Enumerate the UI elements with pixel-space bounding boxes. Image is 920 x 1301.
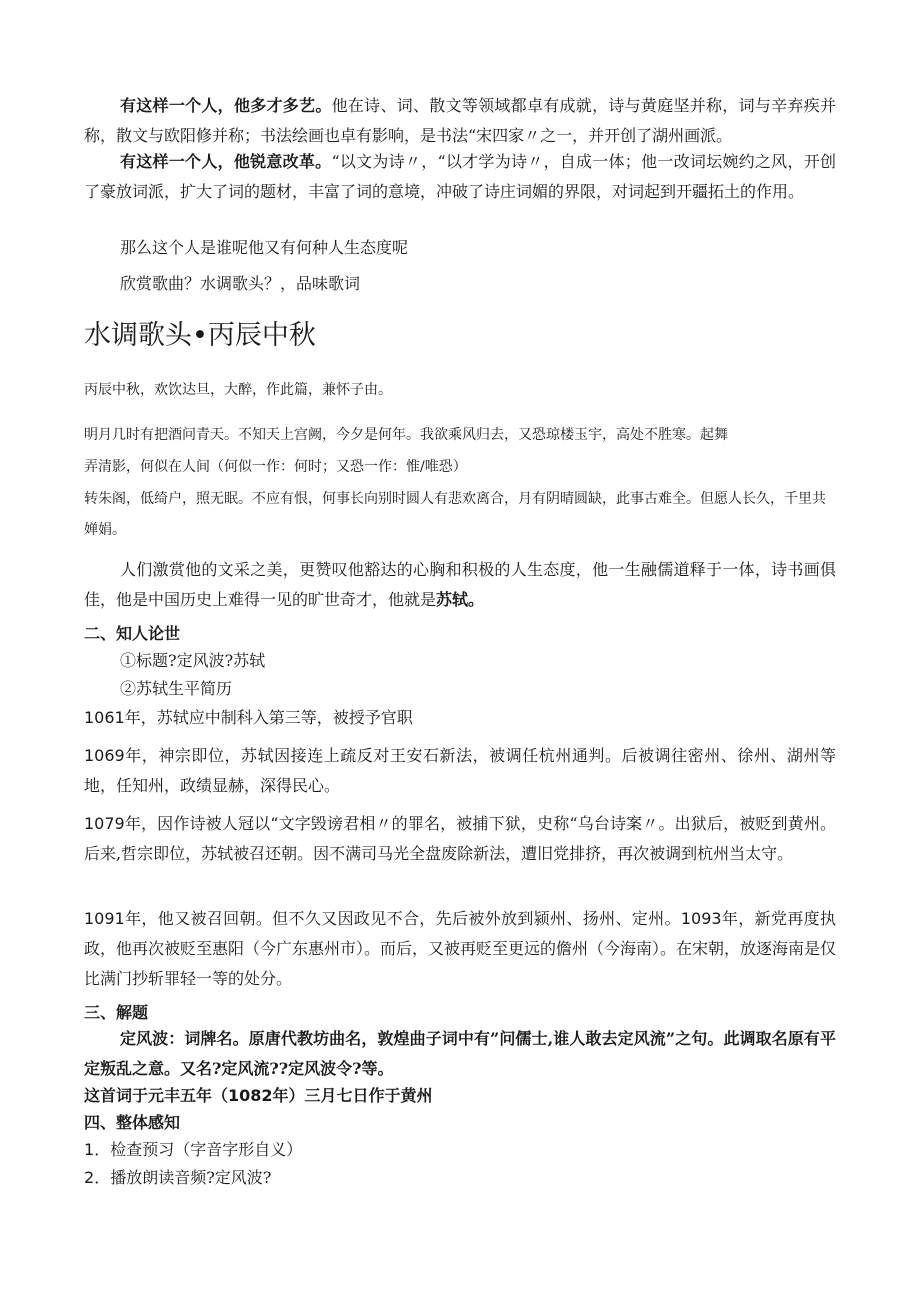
section-3-date-line — [84, 1081, 836, 1111]
poem-line-3: 转朱阁，低绮户，照无眠。不应有恨，何事长向别时圆人有悲欢离合，月有阴晴圆缺，此事古难全。但愿人长久，千里共婵娟。 — [84, 491, 826, 538]
section-4-item-1 — [84, 1135, 836, 1165]
bio-1091-text-a: 年，他又被召回朝。但不久又因政见不合，先后被外放到颍州、扬州、定州。 — [124, 909, 681, 928]
intro-text-1: 他在诗、词、散文等领域都卓有成就，诗与黄庭坚并称，词与辛弃疾并称，散文与欧阳修并称；书法绘画也卓有影响，是书法“宋四家〃之一，并开创了湖州画派。 — [84, 96, 836, 145]
bio-1091-text-b: 年，新党再度执政，他再次被贬至惠阳（今广东惠州市）。而后，又被再贬至更远的儋州（今海南）。在宋朝，放逐海南是仅比满门抄斩罪轻一等的处分。 — [84, 909, 837, 988]
item-2-text: ．播放朗读音频?定风波? — [94, 1168, 272, 1187]
intro-paragraph-2 — [84, 147, 836, 207]
section-2-heading: 二、知人论世 — [84, 624, 181, 643]
date-line-year: 1082 — [228, 1086, 273, 1105]
summary-paragraph — [84, 555, 836, 615]
bio-1069-text: 年，神宗即位，苏轼因接连上疏反对王安石新法，被调任杭州通判。后被调往密州、徐州、湖州等地，任知州，政绩显赫，深得民心。 — [84, 746, 836, 795]
poem-preface: 丙辰中秋，欢饮达旦，大醉，作此篇，兼怀子由。 — [84, 382, 392, 398]
section-3-definition: 定风波：词牌名。原唐代教坊曲名，敦煌曲子词中有”问儒士,谁人敢去定风流”之句。此调取名原有平定叛乱之意。又名?定风流??定风波令?等。 — [84, 1029, 836, 1078]
intro-question: 那么这个人是谁呢他又有何种人生态度呢 — [120, 238, 409, 257]
song-line: 欣赏歌曲？水调歌头？，品味歌词 — [120, 274, 361, 293]
date-line-b: 年）三月七日作于黄州 — [272, 1086, 433, 1105]
bio-1079 — [84, 809, 836, 869]
year-1093: 1093 — [680, 909, 722, 928]
year-1079: 1079 — [84, 814, 125, 833]
year-1091: 1091 — [84, 909, 125, 928]
year-1069: 1069 — [84, 746, 125, 765]
section-4-item-2 — [84, 1163, 836, 1193]
bio-1091 — [84, 904, 836, 994]
date-line-a: 这首词于元丰五年（ — [84, 1086, 229, 1105]
poem-line-2: 弄清影，何似在人间（何似一作：何时；又恐一作：惟/唯恐） — [84, 459, 467, 475]
bio-1079-text: 年，因作诗被人冠以“文字毁谤君相〃的罪名，被捕下狱，史称“乌台诗案〃。出狱后，被贬到黄州。后来,哲宗即位，苏轼被召还朝。因不满司马光全盘废除新法，遭旧党排挤，再次被调到杭州当太守。 — [84, 814, 836, 863]
bio-1061 — [84, 703, 836, 733]
summary-text: 人们激赏他的文采之美，更赞叹他豁达的心胸和积极的人生态度，他一生融儒道释于一体，诗书画俱佳，他是中国历史上难得一见的旷世奇才，他就是 — [84, 560, 836, 609]
year-1061: 1061 — [84, 708, 125, 727]
poem-title: 水调歌头•丙辰中秋 — [84, 320, 316, 351]
item-2-number: 2 — [84, 1168, 95, 1187]
intro-bold-1: 有这样一个人，他多才多艺。 — [120, 96, 332, 115]
poem-line-1: 明月几时有把酒问青天。不知天上宫阙，今夕是何年。我欲乘风归去，又恐琼楼玉宇，高处不胜寒。起舞 — [84, 427, 728, 443]
bio-1061-text: 年，苏轼应中制科入第三等，被授予官职 — [124, 708, 413, 727]
intro-bold-2: 有这样一个人，他锐意改革。 — [120, 152, 332, 171]
bio-1069 — [84, 741, 836, 801]
section-4-heading: 四、整体感知 — [84, 1113, 181, 1132]
intro-paragraph-1 — [84, 91, 836, 151]
section-2-item-2: ②苏轼生平简历 — [120, 679, 233, 698]
item-1-text: ．检查预习（字音字形自义） — [94, 1140, 303, 1159]
author-name: 苏轼。 — [436, 590, 485, 609]
item-1-number: 1 — [84, 1140, 95, 1159]
section-2-item-1: ①标题?定风波?苏轼 — [120, 651, 266, 670]
intro-text-2: “以文为诗〃，“以才学为诗〃，自成一体；他一改词坛婉约之风，开创了豪放词派，扩大了词的题材，丰富了词的意境，冲破了诗庄词媚的界限，对词起到开疆拓土的作用。 — [84, 152, 836, 201]
section-3-heading: 三、解题 — [84, 1003, 149, 1022]
